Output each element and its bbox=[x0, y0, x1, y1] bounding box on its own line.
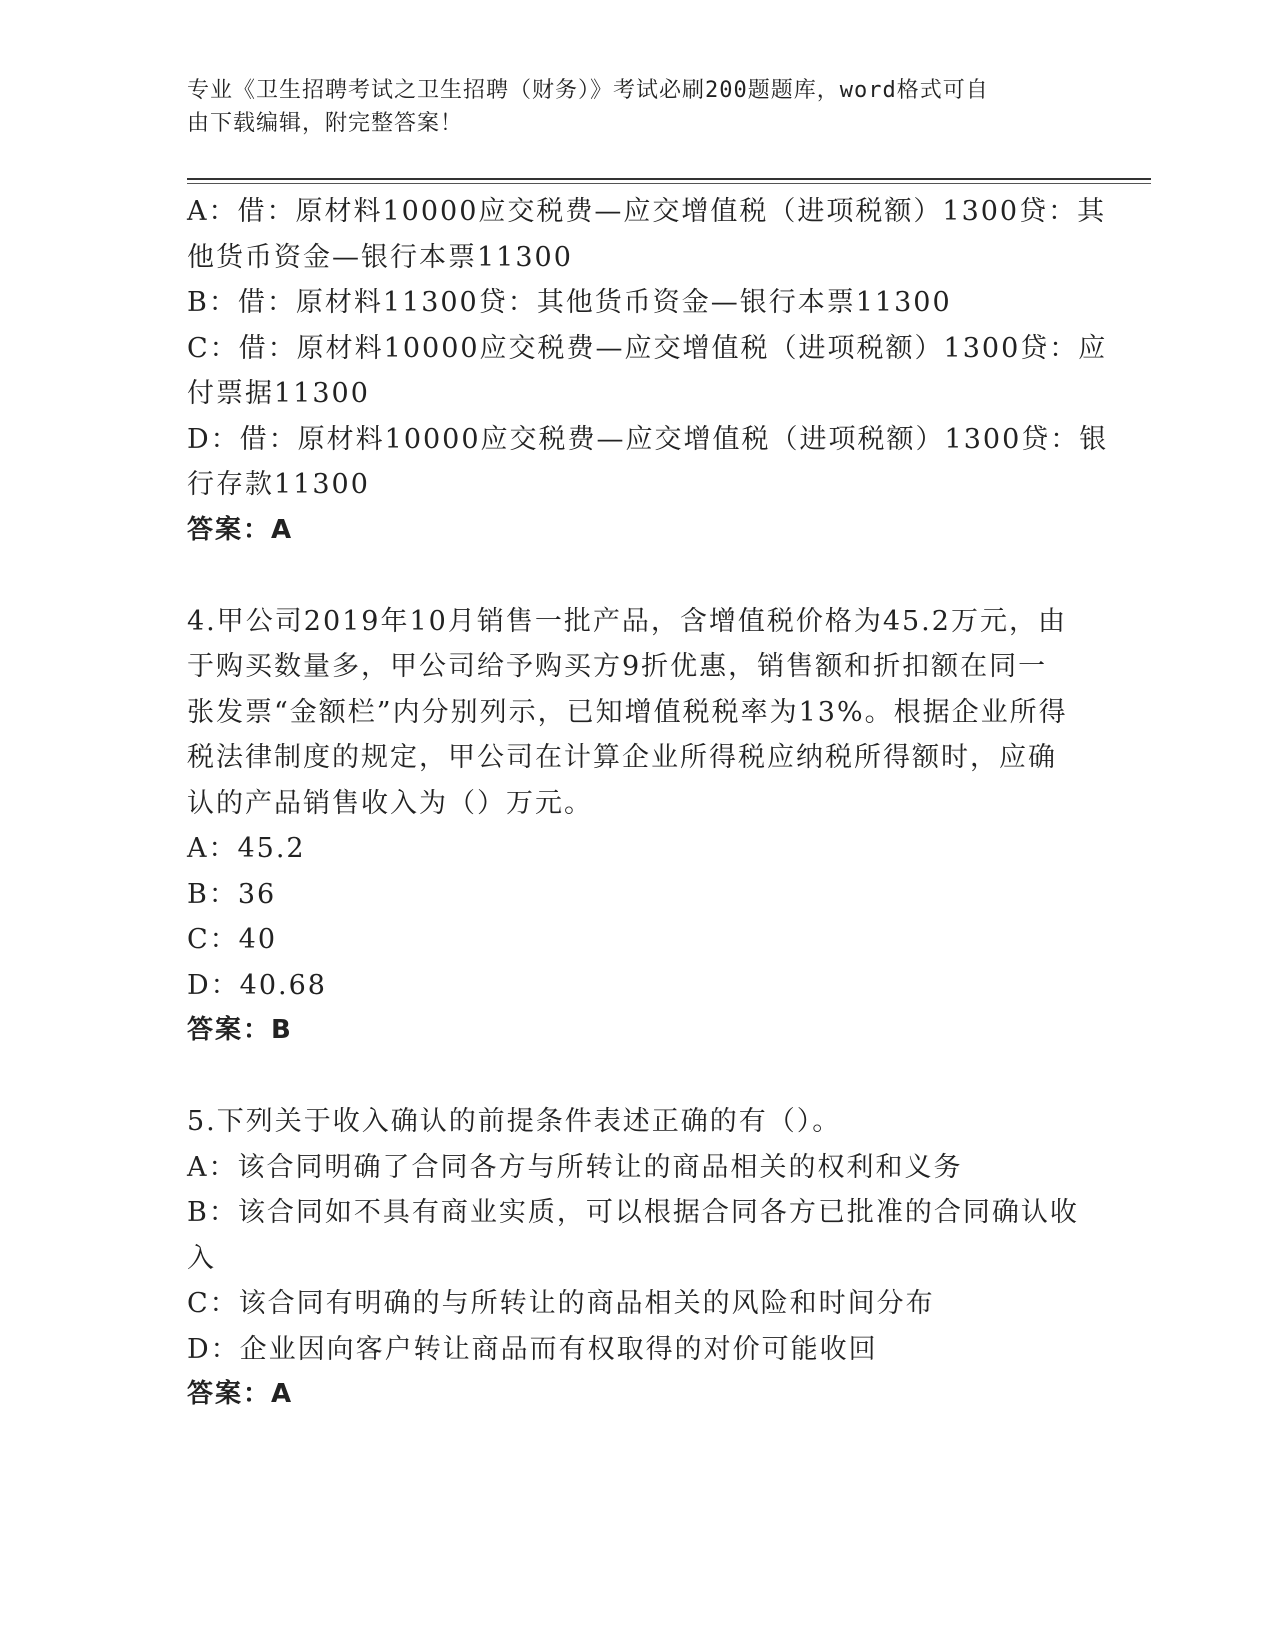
q3-option-b: B：借：原材料11300贷：其他货币资金—银行本票11300 bbox=[187, 287, 952, 318]
q5-option-a: A：该合同明确了合同各方与所转让的商品相关的权利和义务 bbox=[187, 1151, 963, 1183]
q4-stem-line-2: 于购买数量多，甲公司给予购买方9折优惠，销售额和折扣额在同一 bbox=[187, 651, 1048, 682]
q4-option-b: B：36 bbox=[187, 878, 277, 910]
q5-stem: 5.下列关于收入确认的前提条件表述正确的有（）。 bbox=[187, 1106, 842, 1137]
q5-option-b-line-2: 入 bbox=[187, 1242, 216, 1274]
q5-answer: 答案：A bbox=[187, 1379, 294, 1409]
header-line-2: 由下载编辑，附完整答案！ bbox=[187, 111, 464, 136]
q4-stem-line-4: 税法律制度的规定，甲公司在计算企业所得税应纳税所得额时，应确 bbox=[187, 742, 1057, 773]
question-5 bbox=[187, 1099, 1079, 1418]
header-divider-thin bbox=[187, 183, 1151, 184]
q4-option-c: C：40 bbox=[187, 924, 278, 955]
spacer bbox=[187, 553, 1079, 599]
q3-option-d-line-1: D：借：原材料10000应交税费—应交增值税（进项税额）1300贷：银 bbox=[187, 423, 1109, 455]
document-header bbox=[187, 74, 1067, 140]
q3-option-d-line-2: 行存款11300 bbox=[187, 469, 370, 500]
q3-option-c-line-2: 付票据11300 bbox=[187, 378, 370, 409]
question-4 bbox=[187, 599, 1079, 1054]
q4-stem-line-3: 张发票“金额栏”内分别列示，已知增值税税率为13%。根据企业所得 bbox=[187, 696, 1068, 728]
q5-option-d: D：企业因向客户转让商品而有权取得的对价可能收回 bbox=[187, 1333, 878, 1365]
document-body bbox=[187, 189, 1109, 1418]
q4-option-a: A：45.2 bbox=[187, 833, 306, 864]
q3-option-a-line-2: 他货币资金—银行本票11300 bbox=[187, 241, 573, 273]
q3-option-c-line-1: C：借：原材料10000应交税费—应交增值税（进项税额）1300贷：应 bbox=[187, 332, 1108, 364]
q4-answer: 答案：B bbox=[187, 1015, 293, 1045]
q3-option-a-line-1: A：借：原材料10000应交税费—应交增值税（进项税额）1300贷：其 bbox=[187, 196, 1107, 227]
header-line-1: 专业《卫生招聘考试之卫生招聘（财务）》考试必刷200题题库，word格式可自 bbox=[187, 78, 989, 103]
spacer bbox=[187, 1054, 1079, 1100]
question-3-options bbox=[187, 189, 1109, 553]
q5-option-c: C：该合同有明确的与所转让的商品相关的风险和时间分布 bbox=[187, 1288, 935, 1319]
header-divider-thick bbox=[187, 178, 1151, 180]
q4-stem-line-5: 认的产品销售收入为（）万元。 bbox=[187, 787, 593, 819]
q3-answer: 答案：A bbox=[187, 514, 294, 545]
q4-option-d: D：40.68 bbox=[187, 969, 327, 1001]
q4-stem-line-1: 4.甲公司2019年10月销售一批产品，含增值税价格为45.2万元，由 bbox=[187, 605, 1067, 637]
q5-option-b-line-1: B：该合同如不具有商业实质，可以根据合同各方已批准的合同确认收 bbox=[187, 1197, 1079, 1228]
